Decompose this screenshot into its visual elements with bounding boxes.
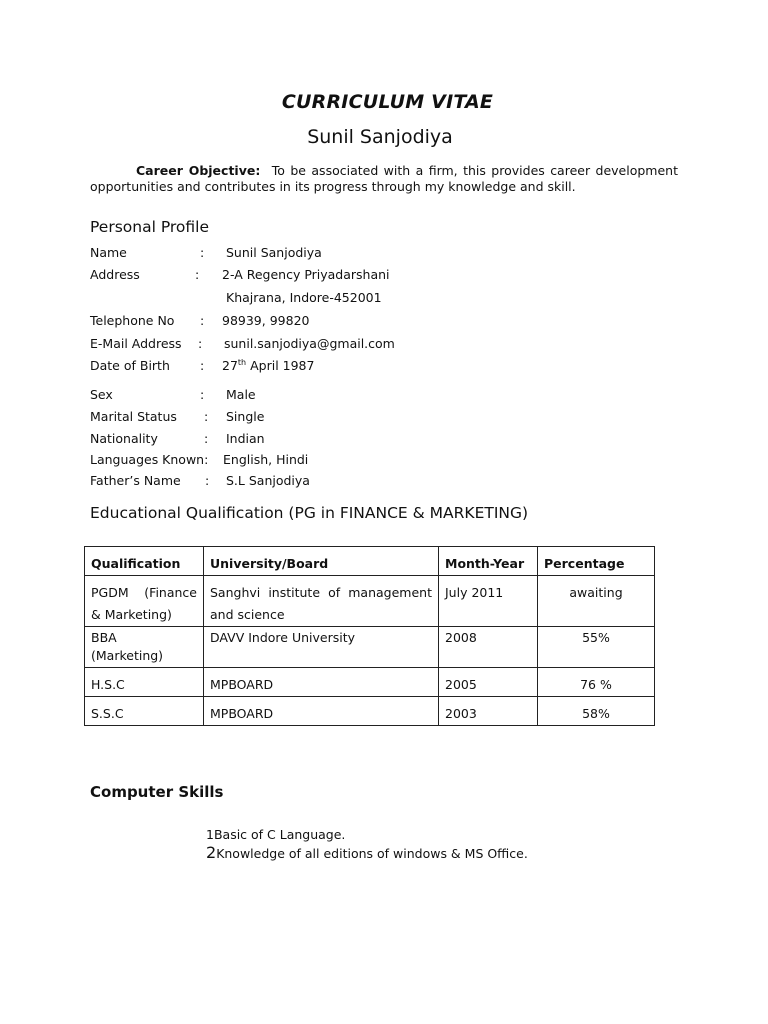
profile-label-telephone: Telephone No xyxy=(90,313,175,328)
table-row xyxy=(85,627,655,668)
cell-university xyxy=(204,576,439,627)
skill-number: 2 xyxy=(206,843,217,862)
profile-label-sex: Sex xyxy=(90,387,113,402)
cell-qualification: H.S.C xyxy=(85,668,204,697)
profile-colon: : xyxy=(204,409,209,424)
qualification-line1: BBA xyxy=(91,630,117,645)
cell-percentage: 76 % xyxy=(538,668,655,697)
profile-value-dob xyxy=(222,358,314,373)
cell-university: MPBOARD xyxy=(204,668,439,697)
education-table xyxy=(84,546,655,726)
col-header-university: University/Board xyxy=(204,547,439,576)
table-row xyxy=(85,576,655,627)
career-objective-label: Career Objective: xyxy=(136,163,261,178)
profile-label-languages: Languages Known: xyxy=(90,452,209,467)
university-line2: and science xyxy=(210,607,285,622)
cell-qualification: S.S.C xyxy=(85,697,204,726)
profile-value-sex: Male xyxy=(226,387,256,402)
col-header-percentage: Percentage xyxy=(538,547,655,576)
skill-text: Basic of C Language. xyxy=(213,827,346,842)
cell-month-year: 2003 xyxy=(439,697,538,726)
dob-rest: April 1987 xyxy=(246,358,315,374)
col-header-qualification: Qualification xyxy=(85,547,204,576)
profile-colon: : xyxy=(205,473,210,488)
profile-colon: : xyxy=(200,387,205,402)
cell-percentage: 55% xyxy=(538,627,655,668)
list-item xyxy=(206,827,345,842)
profile-value-address: 2-A Regency Priyadarshani xyxy=(222,267,390,282)
profile-colon: : xyxy=(204,431,209,446)
col-header-month-year: Month-Year xyxy=(439,547,538,576)
qualification-line1: PGDM (Finance xyxy=(91,585,197,600)
cell-month-year: 2005 xyxy=(439,668,538,697)
cell-qualification xyxy=(85,576,204,627)
qualification-line2: (Marketing) xyxy=(91,648,164,663)
profile-label-name: Name xyxy=(90,245,127,260)
profile-value-telephone: 98939, 99820 xyxy=(222,313,310,328)
profile-colon: : xyxy=(200,358,205,373)
personal-profile-heading: Personal Profile xyxy=(90,218,210,236)
profile-value-email: sunil.sanjodiya@gmail.com xyxy=(224,336,395,351)
profile-label-email: E-Mail Address xyxy=(90,336,182,351)
profile-label-dob: Date of Birth xyxy=(90,358,170,373)
skill-number: 1 xyxy=(206,827,214,842)
profile-colon: : xyxy=(195,267,200,282)
profile-colon: : xyxy=(198,336,203,351)
profile-colon: : xyxy=(200,313,205,328)
profile-value-marital-status: Single xyxy=(226,409,265,424)
skill-text: Knowledge of all editions of windows & MS Office. xyxy=(216,846,528,861)
profile-label-address: Address xyxy=(90,267,140,282)
cell-month-year: July 2011 xyxy=(439,576,538,627)
cell-university: DAVV Indore University xyxy=(204,627,439,668)
qualification-line2: & Marketing) xyxy=(91,607,172,622)
table-row xyxy=(85,668,655,697)
computer-skills-heading: Computer Skills xyxy=(90,783,224,801)
profile-value-address-line2: Khajrana, Indore-452001 xyxy=(226,290,382,305)
profile-label-father-name: Father’s Name xyxy=(90,473,181,488)
dob-day: 27 xyxy=(222,358,238,374)
dob-ordinal: th xyxy=(237,358,247,367)
career-objective-text: To be associated with a firm, this provides career development opportunities and contributes in its progress through my knowledge and skill. xyxy=(90,163,678,194)
profile-colon: : xyxy=(200,245,205,260)
candidate-name: Sunil Sanjodiya xyxy=(307,126,453,148)
cell-percentage: 58% xyxy=(538,697,655,726)
cell-percentage: awaiting xyxy=(538,576,655,627)
profile-label-marital-status: Marital Status xyxy=(90,409,177,424)
profile-value-name: Sunil Sanjodiya xyxy=(226,245,322,260)
career-objective xyxy=(90,163,678,194)
cell-university: MPBOARD xyxy=(204,697,439,726)
profile-value-father-name: S.L Sanjodiya xyxy=(226,473,310,488)
profile-label-nationality: Nationality xyxy=(90,431,158,446)
profile-value-nationality: Indian xyxy=(226,431,265,446)
profile-value-languages: English, Hindi xyxy=(223,452,309,467)
university-line1: Sanghvi institute of management xyxy=(210,585,432,600)
list-item xyxy=(206,843,528,862)
cell-qualification xyxy=(85,627,204,668)
cell-month-year: 2008 xyxy=(439,627,538,668)
table-row xyxy=(85,697,655,726)
document-title: CURRICULUM VITAE xyxy=(281,91,494,113)
education-heading: Educational Qualification (PG in FINANCE & MARKETING) xyxy=(90,504,529,522)
table-header-row xyxy=(85,547,655,576)
